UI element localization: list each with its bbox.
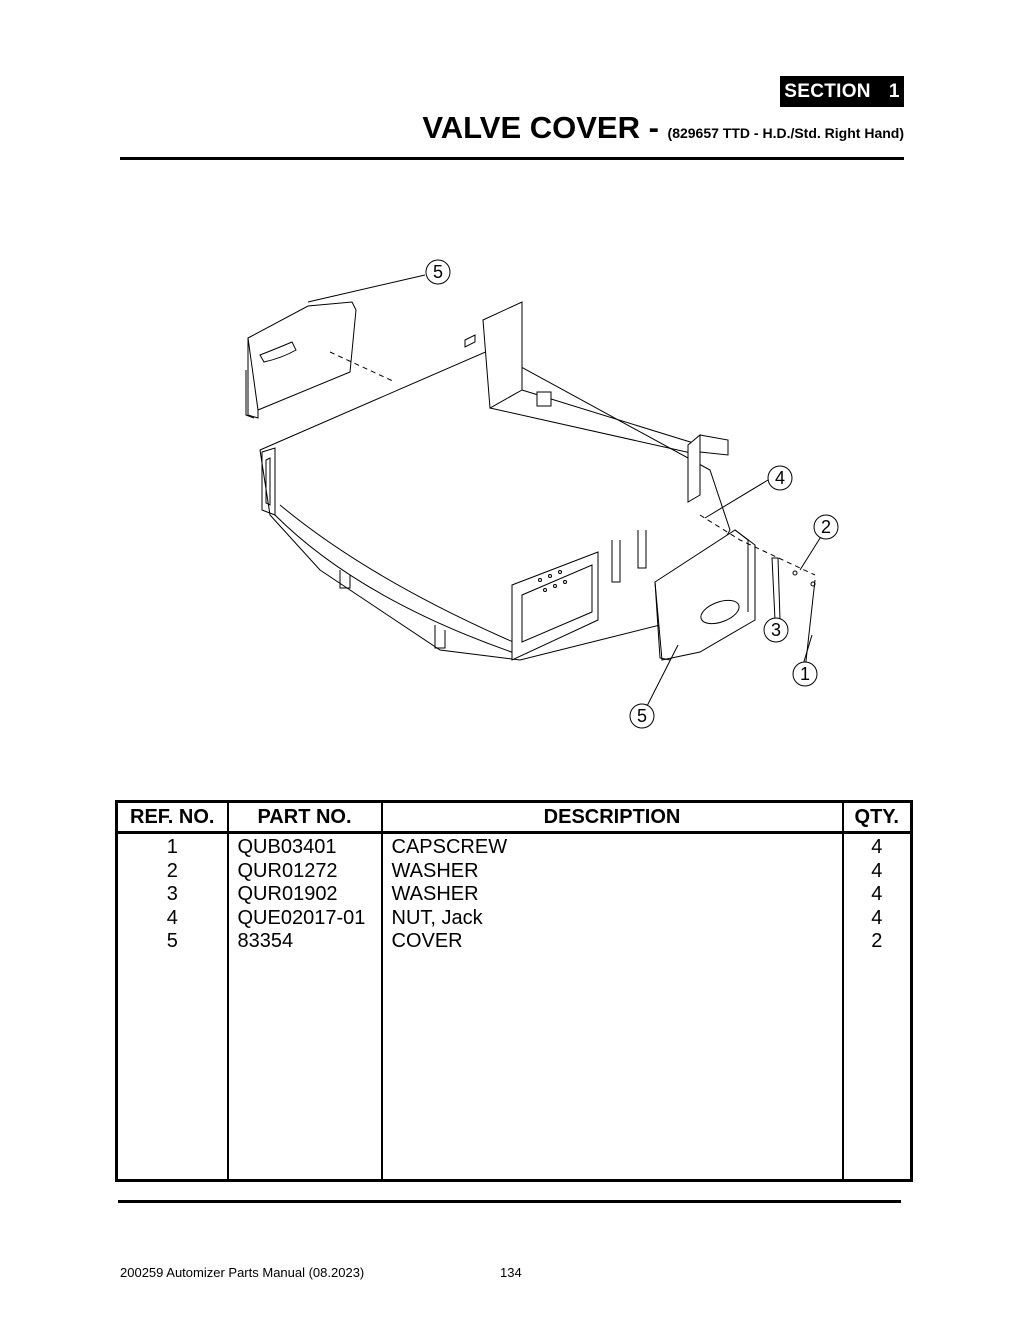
footer-rule	[118, 1200, 901, 1203]
description-cell: COVER	[391, 930, 463, 952]
header-rule	[120, 157, 904, 160]
description-column	[382, 833, 843, 1181]
description-cell: WASHER	[391, 883, 479, 905]
qty-cell: 4	[871, 859, 883, 882]
qty-cell: 4	[871, 836, 883, 858]
qty-column	[843, 833, 912, 1181]
title-subtitle: (829657 TTD - H.D./Std. Right Hand)	[667, 125, 904, 141]
back-wall	[483, 302, 522, 408]
exploded-parts-diagram	[200, 240, 860, 740]
callout-5-bottom: 5	[636, 706, 648, 726]
ref-cell: 3	[166, 883, 178, 905]
section-badge	[780, 76, 904, 107]
callout-2: 2	[820, 517, 832, 537]
description-cell: WASHER	[391, 859, 479, 882]
table-header-row	[117, 802, 912, 833]
description-cell: CAPSCREW	[391, 836, 508, 858]
right-upright	[688, 435, 700, 502]
callout-3: 3	[770, 620, 782, 640]
ref-cell: 5	[166, 930, 178, 952]
qty-cell: 4	[871, 883, 883, 905]
part-cell: QUE02017-01	[237, 906, 366, 929]
part-cell: QUR01272	[237, 859, 338, 882]
callout-5-top: 5	[432, 262, 444, 282]
part-cell: QUR01902	[237, 883, 338, 905]
header-part-no: PART NO.	[228, 802, 382, 833]
ref-cell: 4	[166, 906, 178, 929]
qty-cell: 2	[871, 930, 883, 952]
part-cell: 83354	[237, 930, 294, 952]
part-column	[228, 833, 382, 1181]
part-cell: QUB03401	[237, 836, 337, 858]
header-description: DESCRIPTION	[382, 802, 843, 833]
page-title	[422, 110, 904, 146]
page-number: 134	[500, 1265, 522, 1280]
table-body	[117, 833, 912, 1181]
header-ref-no: REF. NO.	[117, 802, 228, 833]
qty-cell: 4	[871, 906, 883, 929]
header-qty: QTY.	[843, 802, 912, 833]
footer-manual-title: 200259 Automizer Parts Manual (08.2023)	[120, 1265, 365, 1280]
callout-4: 4	[774, 468, 786, 488]
section-label: SECTION	[784, 80, 871, 102]
section-number: 1	[888, 80, 900, 102]
parts-table	[115, 800, 913, 1182]
description-cell: NUT, Jack	[391, 906, 483, 929]
title-main: VALVE COVER -	[422, 110, 668, 145]
ref-column	[117, 833, 228, 1181]
ref-cell: 2	[166, 859, 178, 882]
callout-1: 1	[799, 664, 811, 684]
ref-cell: 1	[166, 836, 178, 858]
